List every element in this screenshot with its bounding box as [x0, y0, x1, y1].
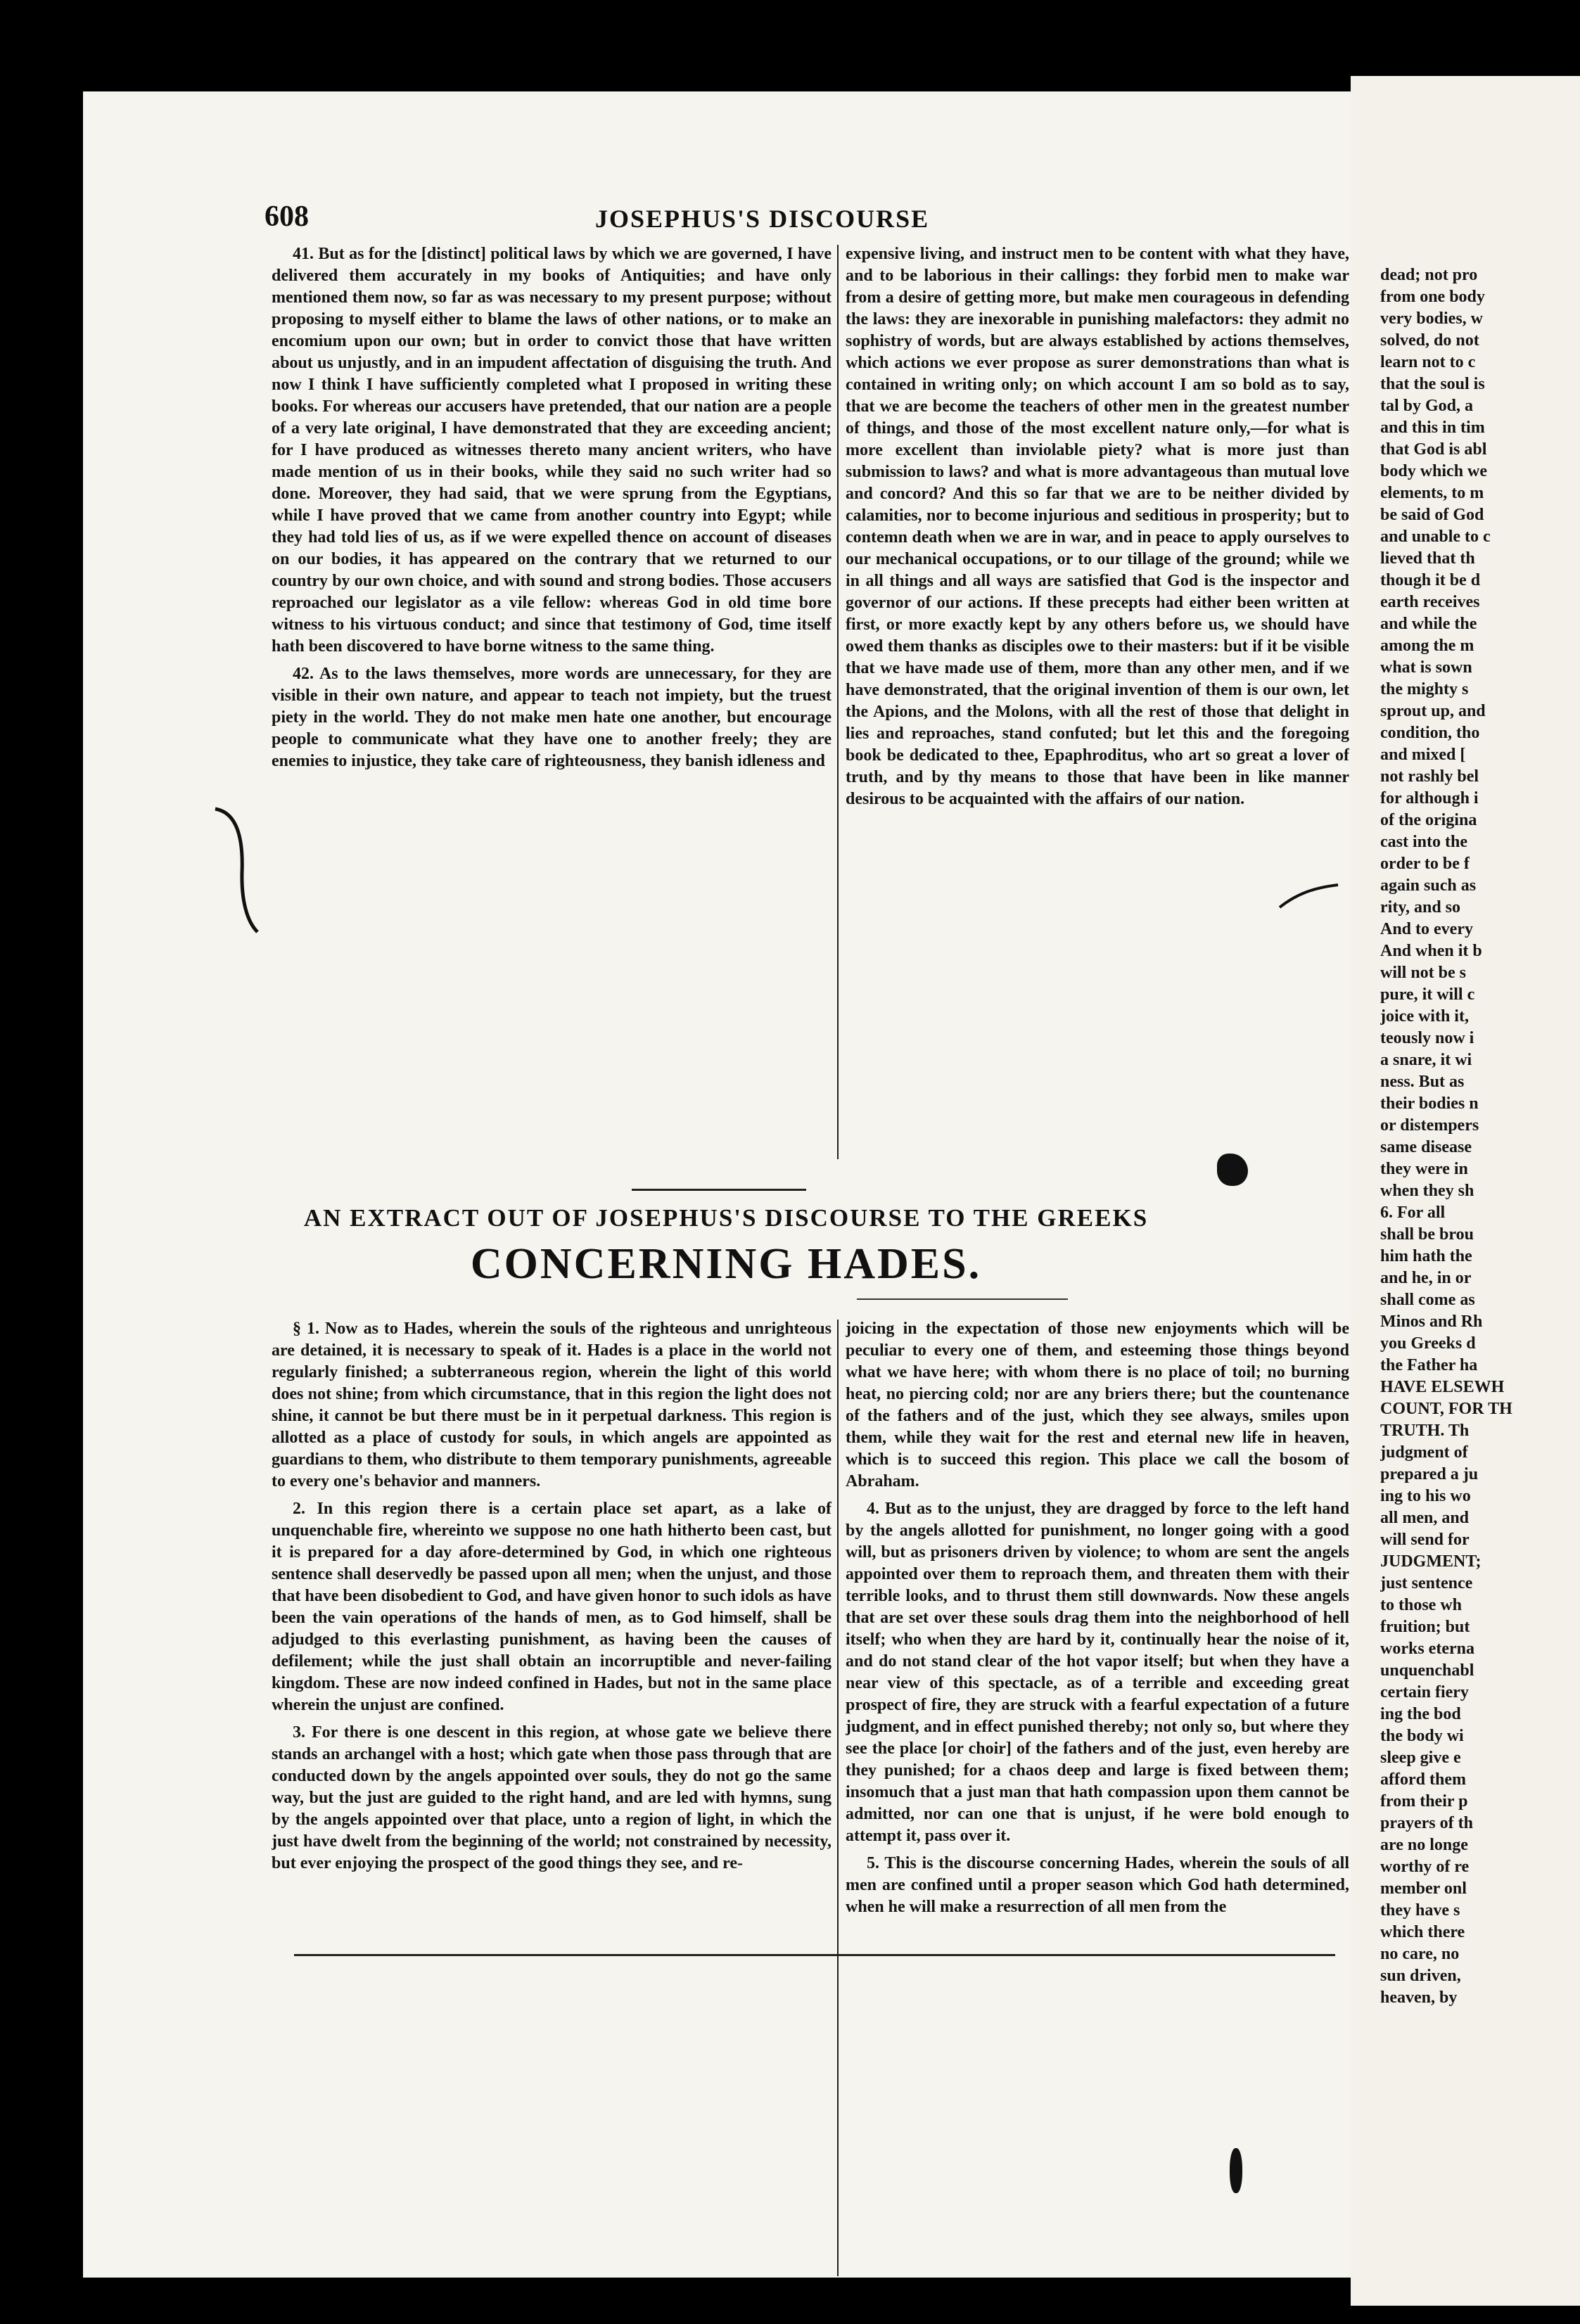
paragraph: 3. For there is one descent in this region, at whose gate we believe there stands an archangel with a host; which gate when those pass through that are conducted down by the angels appointed over souls, they do not go the same way, but the just are guided to the right hand, and are led with hymns, sung by the angels appointed over that place, unto a region of light, in which the just have dwelt from the beginning of the world; not constrained by necessity, but ever enjoying the prospect of the good things they see, and re-: [272, 1723, 832, 1872]
adjacent-line: member onl: [1380, 1879, 1467, 1898]
adjacent-line: heaven, by: [1380, 1988, 1458, 2007]
adjacent-line: ing the bod: [1380, 1705, 1461, 1723]
adjacent-line: all men, and: [1380, 1509, 1470, 1527]
adjacent-line: of the origina: [1380, 811, 1477, 829]
adjacent-line: pure, it will c: [1380, 985, 1475, 1004]
adjacent-line: will send for: [1380, 1531, 1470, 1549]
margin-bracket-mark: [208, 795, 265, 936]
adjacent-line: from one body: [1380, 288, 1485, 306]
adjacent-line: when they sh: [1380, 1182, 1474, 1200]
paragraph: 2. In this region there is a certain place set apart, as a lake of unquenchable fire, whereinto we suppose no one hath hitherto been cast, but it is prepared for a day afore-determined by God, in which one righteous sentence shall deservedly be passed upon all men; when the unjust, and those that have been disobedient to God, and have given honor to such idols as have been the vain operations of the hands of men, as to God himself, shall be adjudged to this everlasting punishment, as having been the causes of defilement; while the just shall obtain an incorruptible and never-failing kingdom. These are now indeed confined in Hades, but not in the same place wherein the unjust are confined.: [272, 1500, 832, 1714]
title-underline: [857, 1298, 1068, 1300]
adjacent-line: and this in tim: [1380, 419, 1485, 437]
ink-mark: [1230, 2148, 1242, 2193]
adjacent-line: works eterna: [1380, 1640, 1474, 1658]
adjacent-page-fragment: [1351, 76, 1580, 2306]
adjacent-line: will not be s: [1380, 964, 1467, 982]
adjacent-line: sprout up, and: [1380, 702, 1486, 720]
adjacent-line: dead; not pro: [1380, 266, 1478, 284]
adjacent-line: from their p: [1380, 1792, 1468, 1811]
adjacent-line: shall be brou: [1380, 1225, 1474, 1244]
adjacent-line: and mixed [: [1380, 746, 1466, 764]
adjacent-line: they have s: [1380, 1901, 1460, 1920]
paragraph: expensive living, and instruct men to be content with what they have, and to be laborious in their callings: they forbid men to make war from a desire of getting more, but make men courageous in defending the laws: they are inexorable in punishing malefactors: they admit no sophistry of words, but are always established by actions themselves, which actions we ever propose as surer demonstrations than what is contained in writing only; on which account I am so bold as to say, that we are become the teachers of other men in the greatest number of things, and those of the most excellent nature only,—for what is more excellent than inviolable piety? what is more just than submission to laws? and what is more advantageous than mutual love and concord? And this so far that we are to be neither divided by calamities, nor to become injurious and seditious in prosperity; but to contemn death when we are in war, and in peace to apply ourselves to our mechanical occupations, or to our tillage of the ground; while we in all things and all ways are satisfied that God is the inspector and governor of our actions. If these precepts had either been written at first, or more exactly kept by any others before us, we should have owed them thanks as disciples owe to their masters: but if it be visible that we have made use of them, more than any other men, and if we have demonstrated, that the original invention of them is our own, let the Apions, and the Molons, with all the rest of those that delight in lies and reproaches, stand confuted; but let this and the foregoing book be dedicated to thee, Epaphroditus, who art so great a lover of truth, and by thy means to those that have been in like manner desirous to be acquainted with the affairs of our nation.: [846, 245, 1349, 808]
adjacent-line: COUNT, FOR TH: [1380, 1400, 1512, 1418]
adjacent-line: judgment of: [1380, 1443, 1468, 1462]
bottom-right-column: [846, 1318, 1349, 2278]
adjacent-line: prayers of th: [1380, 1814, 1473, 1832]
strike-line: [294, 1954, 1335, 1956]
column-divider: [837, 245, 839, 1159]
adjacent-line: JUDGMENT;: [1380, 1552, 1482, 1571]
adjacent-line: joice with it,: [1380, 1007, 1469, 1026]
adjacent-line: lieved that th: [1380, 549, 1475, 568]
adjacent-line: their bodies n: [1380, 1094, 1479, 1113]
adjacent-line: body which we: [1380, 462, 1488, 480]
ink-blot: [1217, 1154, 1248, 1186]
adjacent-line: rity, and so: [1380, 898, 1461, 917]
adjacent-line: elements, to m: [1380, 484, 1484, 502]
adjacent-line: a snare, it wi: [1380, 1051, 1472, 1069]
adjacent-line: for although i: [1380, 789, 1479, 807]
adjacent-line: him hath the: [1380, 1247, 1472, 1265]
adjacent-line: they were in: [1380, 1160, 1468, 1178]
adjacent-line: same disease: [1380, 1138, 1472, 1156]
adjacent-line: among the m: [1380, 637, 1474, 655]
paragraph: 4. But as to the unjust, they are dragged by force to the left hand by the angels allotted for punishment, no longer going with a good will, but as prisoners driven by violence; to whom are sent the angels appointed over them to reproach them, and threaten them with their terrible looks, and to thrust them still downwards. Now these angels that are set over these souls drag them into the neighborhood of hell itself; who when they are hard by it, continually hear the noise of it, and do not stand clear of the hot vapor itself; but when they have a near view of this spectacle, as of a terrible and exceeding great prospect of fire, they are struck with a fearful expectation of a future judgment, and in effect punished thereby; not only so, but where they see the place [or choir] of the fathers and of the just, even hereby are they punished; for a chaos deep and large is fixed between them; insomuch that a just man that hath compassion upon them cannot be admitted, nor can one that is unjust, if he were bold enough to attempt it, pass over it.: [846, 1500, 1349, 1845]
adjacent-line: fruition; but: [1380, 1618, 1470, 1636]
adjacent-line: that God is abl: [1380, 440, 1487, 459]
paragraph: 42. As to the laws themselves, more words are unnecessary, for they are visible in their own nature, and appear to teach not impiety, but the truest piety in the world. They do not make men hate one another, but encourage people to communicate what they have one to another freely; they are enemies to injustice, they take care of righteousness, they banish idleness and: [272, 665, 832, 770]
adjacent-line: just sentence: [1380, 1574, 1473, 1592]
paragraph: 5. This is the discourse concerning Hades, wherein the souls of all men are confined until a proper season which God hath determined, when he will make a resurrection of all men from the: [846, 1854, 1349, 1916]
adjacent-line: And when it b: [1380, 942, 1482, 960]
adjacent-line: tal by God, a: [1380, 397, 1474, 415]
adjacent-line: which there: [1380, 1923, 1465, 1941]
adjacent-line: learn not to c: [1380, 353, 1476, 371]
page-number: 608: [265, 200, 309, 233]
adjacent-line: you Greeks d: [1380, 1334, 1476, 1353]
adjacent-line: sleep give e: [1380, 1749, 1461, 1767]
paragraph: 41. But as for the [distinct] political laws by which we are governed, I have delivered them accurately in my books of Antiquities; and have only mentioned them now, so far as was necessary to my present purpose; without proposing to myself either to blame the laws of other nations, or to make an encomium upon our own; but in order to convict those that have written about us unjustly, and in an impudent affectation of disguising the truth. And now I think I have sufficiently completed what I proposed in writing these books. For whereas our accusers have pretended, that our nation are a people of a very late original, I have demonstrated that they are exceeding ancient; for I have produced as witnesses thereto many ancient writers, who have made mention of us in their books, while they said no such writer had so done. Moreover, they had said, that we were sprung from the Egyptians, while I have proved that we came from another country into Egypt; while they had told lies of us, as if we were expelled thence on account of diseases on our bodies, it has appeared on the contrary that we returned to our country by our own choice, and with sound and strong bodies. Those accusers reproached our legislator as a vile fellow: whereas God in old time bore witness to his virtuous conduct; and since that testimony of God, time itself hath been discovered to have borne witness to the same thing.: [272, 245, 832, 656]
scanned-book-page: [83, 91, 1369, 2278]
adjacent-line: the Father ha: [1380, 1356, 1478, 1374]
adjacent-line: worthy of re: [1380, 1858, 1470, 1876]
paragraph: joicing in the expectation of those new enjoyments which will be peculiar to every one of them, and esteeming those things beyond what we have here; with whom there is no place of toil; no burning heat, no piercing cold; nor are any briers there; but the countenance of the fathers and of the just, which they see always, smiles upon them, while they wait for the rest and eternal new life in heaven, which is to succeed this region. This place we call the bosom of Abraham.: [846, 1320, 1349, 1490]
adjacent-line: are no longe: [1380, 1836, 1468, 1854]
running-head: JOSEPHUS'S DISCOURSE: [595, 205, 930, 233]
adjacent-line: and while the: [1380, 615, 1477, 633]
adjacent-line: no care, no: [1380, 1945, 1460, 1963]
adjacent-line: not rashly bel: [1380, 767, 1479, 786]
adjacent-line: prepared a ju: [1380, 1465, 1479, 1483]
adjacent-line: ness. But as: [1380, 1073, 1465, 1091]
adjacent-line: teously now i: [1380, 1029, 1474, 1047]
adjacent-line: ing to his wo: [1380, 1487, 1471, 1505]
adjacent-line: that the soul is: [1380, 375, 1485, 393]
adjacent-line: afford them: [1380, 1770, 1466, 1789]
adjacent-line: again such as: [1380, 876, 1477, 895]
adjacent-line: the body wi: [1380, 1727, 1464, 1745]
adjacent-line: solved, do not: [1380, 331, 1479, 350]
adjacent-line: or distempers: [1380, 1116, 1479, 1135]
adjacent-line: be said of God: [1380, 506, 1484, 524]
adjacent-line: very bodies, w: [1380, 309, 1483, 328]
adjacent-line: cast into the: [1380, 833, 1467, 851]
margin-dash-mark: [1276, 872, 1339, 914]
adjacent-line: condition, tho: [1380, 724, 1480, 742]
adjacent-line: to those wh: [1380, 1596, 1463, 1614]
column-divider: [837, 1320, 839, 2276]
section-divider: [632, 1189, 806, 1191]
adjacent-line: and he, in or: [1380, 1269, 1472, 1287]
section-title: CONCERNING HADES.: [470, 1240, 982, 1288]
adjacent-line: And to every: [1380, 920, 1473, 938]
adjacent-line: earth receives: [1380, 593, 1480, 611]
top-right-column: [846, 243, 1349, 1172]
page-header: [83, 197, 1369, 239]
adjacent-page-text: [1380, 264, 1580, 2009]
adjacent-line: the mighty s: [1380, 680, 1469, 698]
adjacent-line: though it be d: [1380, 571, 1481, 589]
adjacent-line: TRUTH. Th: [1380, 1422, 1470, 1440]
adjacent-line: order to be f: [1380, 855, 1470, 873]
extract-heading: AN EXTRACT OUT OF JOSEPHUS'S DISCOURSE TO THE GREEKS: [303, 1204, 1149, 1232]
adjacent-line: unquenchabl: [1380, 1661, 1474, 1680]
top-left-column: [272, 243, 832, 1172]
adjacent-line: and unable to c: [1380, 528, 1491, 546]
bottom-left-column: [272, 1318, 832, 2278]
adjacent-line: HAVE ELSEWH: [1380, 1378, 1505, 1396]
adjacent-line: shall come as: [1380, 1291, 1475, 1309]
paragraph: § 1. Now as to Hades, wherein the souls of the righteous and unrighteous are detained, it is necessary to speak of it. Hades is a place in the world not regularly finished; a subterraneous region, wherein the light of this world does not shine; from which circumstance, that in this region the light does not shine, it cannot be but there must be in it perpetual darkness. This region is allotted as a place of custody for souls, in which angels are appointed as guardians to them, who distribute to them temporary punishments, agreeable to every one's behavior and manners.: [272, 1320, 832, 1490]
adjacent-line: 6. For all: [1380, 1204, 1446, 1222]
adjacent-line: sun driven,: [1380, 1967, 1461, 1985]
adjacent-line: Minos and Rh: [1380, 1313, 1483, 1331]
adjacent-line: what is sown: [1380, 658, 1472, 677]
adjacent-line: certain fiery: [1380, 1683, 1469, 1702]
